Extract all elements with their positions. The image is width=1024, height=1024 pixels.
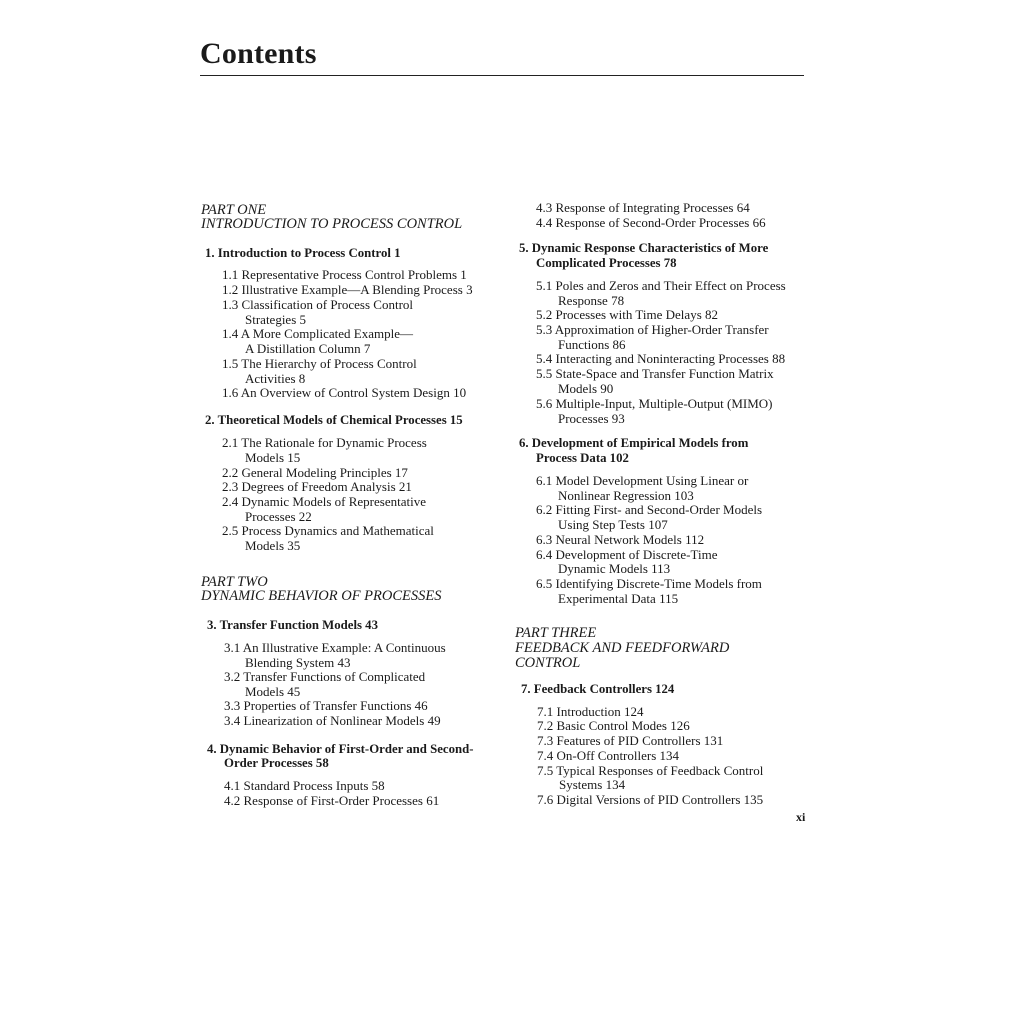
page-number: xi [796,810,806,824]
toc-entry: 3.2 Transfer Functions of Complicated [224,669,426,684]
part-three-title-continuation: CONTROL [515,655,581,671]
toc-entry: 1.5 The Hierarchy of Process Control [222,356,417,371]
page-title: Contents [200,37,317,70]
toc-entry-continuation: Models 35 [245,538,301,553]
toc-entry: 1.3 Classification of Process Control [222,297,414,312]
toc-entry-continuation: Functions 86 [558,337,626,352]
toc-entry: 5.3 Approximation of Higher-Order Transfer [536,322,769,337]
part-one-title: INTRODUCTION TO PROCESS CONTROL [201,216,463,232]
toc-entry: 5.5 State-Space and Transfer Function Matrix [536,366,774,381]
chapter-7-heading: 7. Feedback Controllers 124 [521,682,675,696]
toc-entry-continuation: Using Step Tests 107 [558,517,668,532]
toc-entry-continuation: Activities 8 [245,371,306,386]
toc-entry: 7.2 Basic Control Modes 126 [537,718,690,733]
toc-entry: 1.6 An Overview of Control System Design 10 [222,385,467,400]
toc-entry-continuation: Strategies 5 [245,312,307,327]
chapter-5-heading-continuation: Complicated Processes 78 [536,256,677,270]
toc-entry: 6.5 Identifying Discrete-Time Models from [536,576,762,591]
toc-entry: 6.3 Neural Network Models 112 [536,532,705,547]
toc-entry-continuation: Models 15 [245,450,301,465]
toc-entry-continuation: Dynamic Models 113 [558,561,671,576]
toc-entry: 3.3 Properties of Transfer Functions 46 [224,698,428,713]
toc-entry-continuation: Models 45 [245,684,301,699]
part-two-title: DYNAMIC BEHAVIOR OF PROCESSES [201,588,442,604]
toc-entry: 7.1 Introduction 124 [537,704,644,719]
toc-entry: 4.1 Standard Process Inputs 58 [224,778,385,793]
toc-entry-continuation: Experimental Data 115 [558,591,679,606]
toc-entry: 3.1 An Illustrative Example: A Continuous [224,640,446,655]
toc-entry-continuation: Processes 22 [245,509,312,524]
toc-entry-continuation: Response 78 [558,293,625,308]
toc-entry: 1.4 A More Complicated Example— [222,326,413,341]
part-three-title: FEEDBACK AND FEEDFORWARD [515,640,730,656]
toc-entry: 5.6 Multiple-Input, Multiple-Output (MIMO) [536,396,773,411]
toc-entry: 7.5 Typical Responses of Feedback Control [537,763,764,778]
part-one-label: PART ONE [201,202,267,218]
toc-entry: 5.1 Poles and Zeros and Their Effect on Process [536,278,786,293]
chapter-6-heading: 6. Development of Empirical Models from [519,436,749,450]
toc-entry-continuation: Processes 93 [558,411,625,426]
toc-entry: 7.4 On-Off Controllers 134 [537,748,680,763]
toc-entry-continuation: Nonlinear Regression 103 [558,488,694,503]
toc-entry: 2.2 General Modeling Principles 17 [222,465,408,480]
toc-entry: 2.5 Process Dynamics and Mathematical [222,523,434,538]
toc-entry: 7.6 Digital Versions of PID Controllers 135 [537,792,764,807]
toc-entry: 5.2 Processes with Time Delays 82 [536,307,718,322]
toc-entry: 3.4 Linearization of Nonlinear Models 49 [224,713,441,728]
toc-entry: 4.4 Response of Second-Order Processes 66 [536,215,766,230]
title-rule [200,75,804,76]
toc-entry: 1.1 Representative Process Control Problems 1 [222,267,467,282]
toc-entry: 5.4 Interacting and Noninteracting Processes 88 [536,351,786,366]
chapter-6-heading-continuation: Process Data 102 [536,451,629,465]
toc-entry: 4.2 Response of First-Order Processes 61 [224,793,440,808]
chapter-4-heading-continuation: Order Processes 58 [224,756,329,770]
toc-entry: 7.3 Features of PID Controllers 131 [537,733,724,748]
chapter-3-heading: 3. Transfer Function Models 43 [207,618,378,632]
chapter-2-heading: 2. Theoretical Models of Chemical Processes 15 [205,413,463,427]
part-three-label: PART THREE [515,625,597,641]
toc-entry-continuation: Models 90 [558,381,614,396]
toc-entry: 2.1 The Rationale for Dynamic Process [222,435,427,450]
toc-entry: 2.4 Dynamic Models of Representative [222,494,426,509]
toc-entry: 6.1 Model Development Using Linear or [536,473,749,488]
part-two-label: PART TWO [201,574,268,590]
toc-entry-continuation: Blending System 43 [245,655,351,670]
toc-entry: 1.2 Illustrative Example—A Blending Process 3 [222,282,473,297]
toc-entry-continuation: A Distillation Column 7 [245,341,371,356]
chapter-5-heading: 5. Dynamic Response Characteristics of More [519,241,769,255]
toc-entry: 2.3 Degrees of Freedom Analysis 21 [222,479,412,494]
chapter-4-heading: 4. Dynamic Behavior of First-Order and Second- [207,742,474,756]
toc-entry: 6.2 Fitting First- and Second-Order Models [536,502,763,517]
toc-entry: 6.4 Development of Discrete-Time [536,547,718,562]
toc-entry: 4.3 Response of Integrating Processes 64 [536,200,750,215]
chapter-1-heading: 1. Introduction to Process Control 1 [205,246,401,260]
toc-entry-continuation: Systems 134 [559,777,626,792]
